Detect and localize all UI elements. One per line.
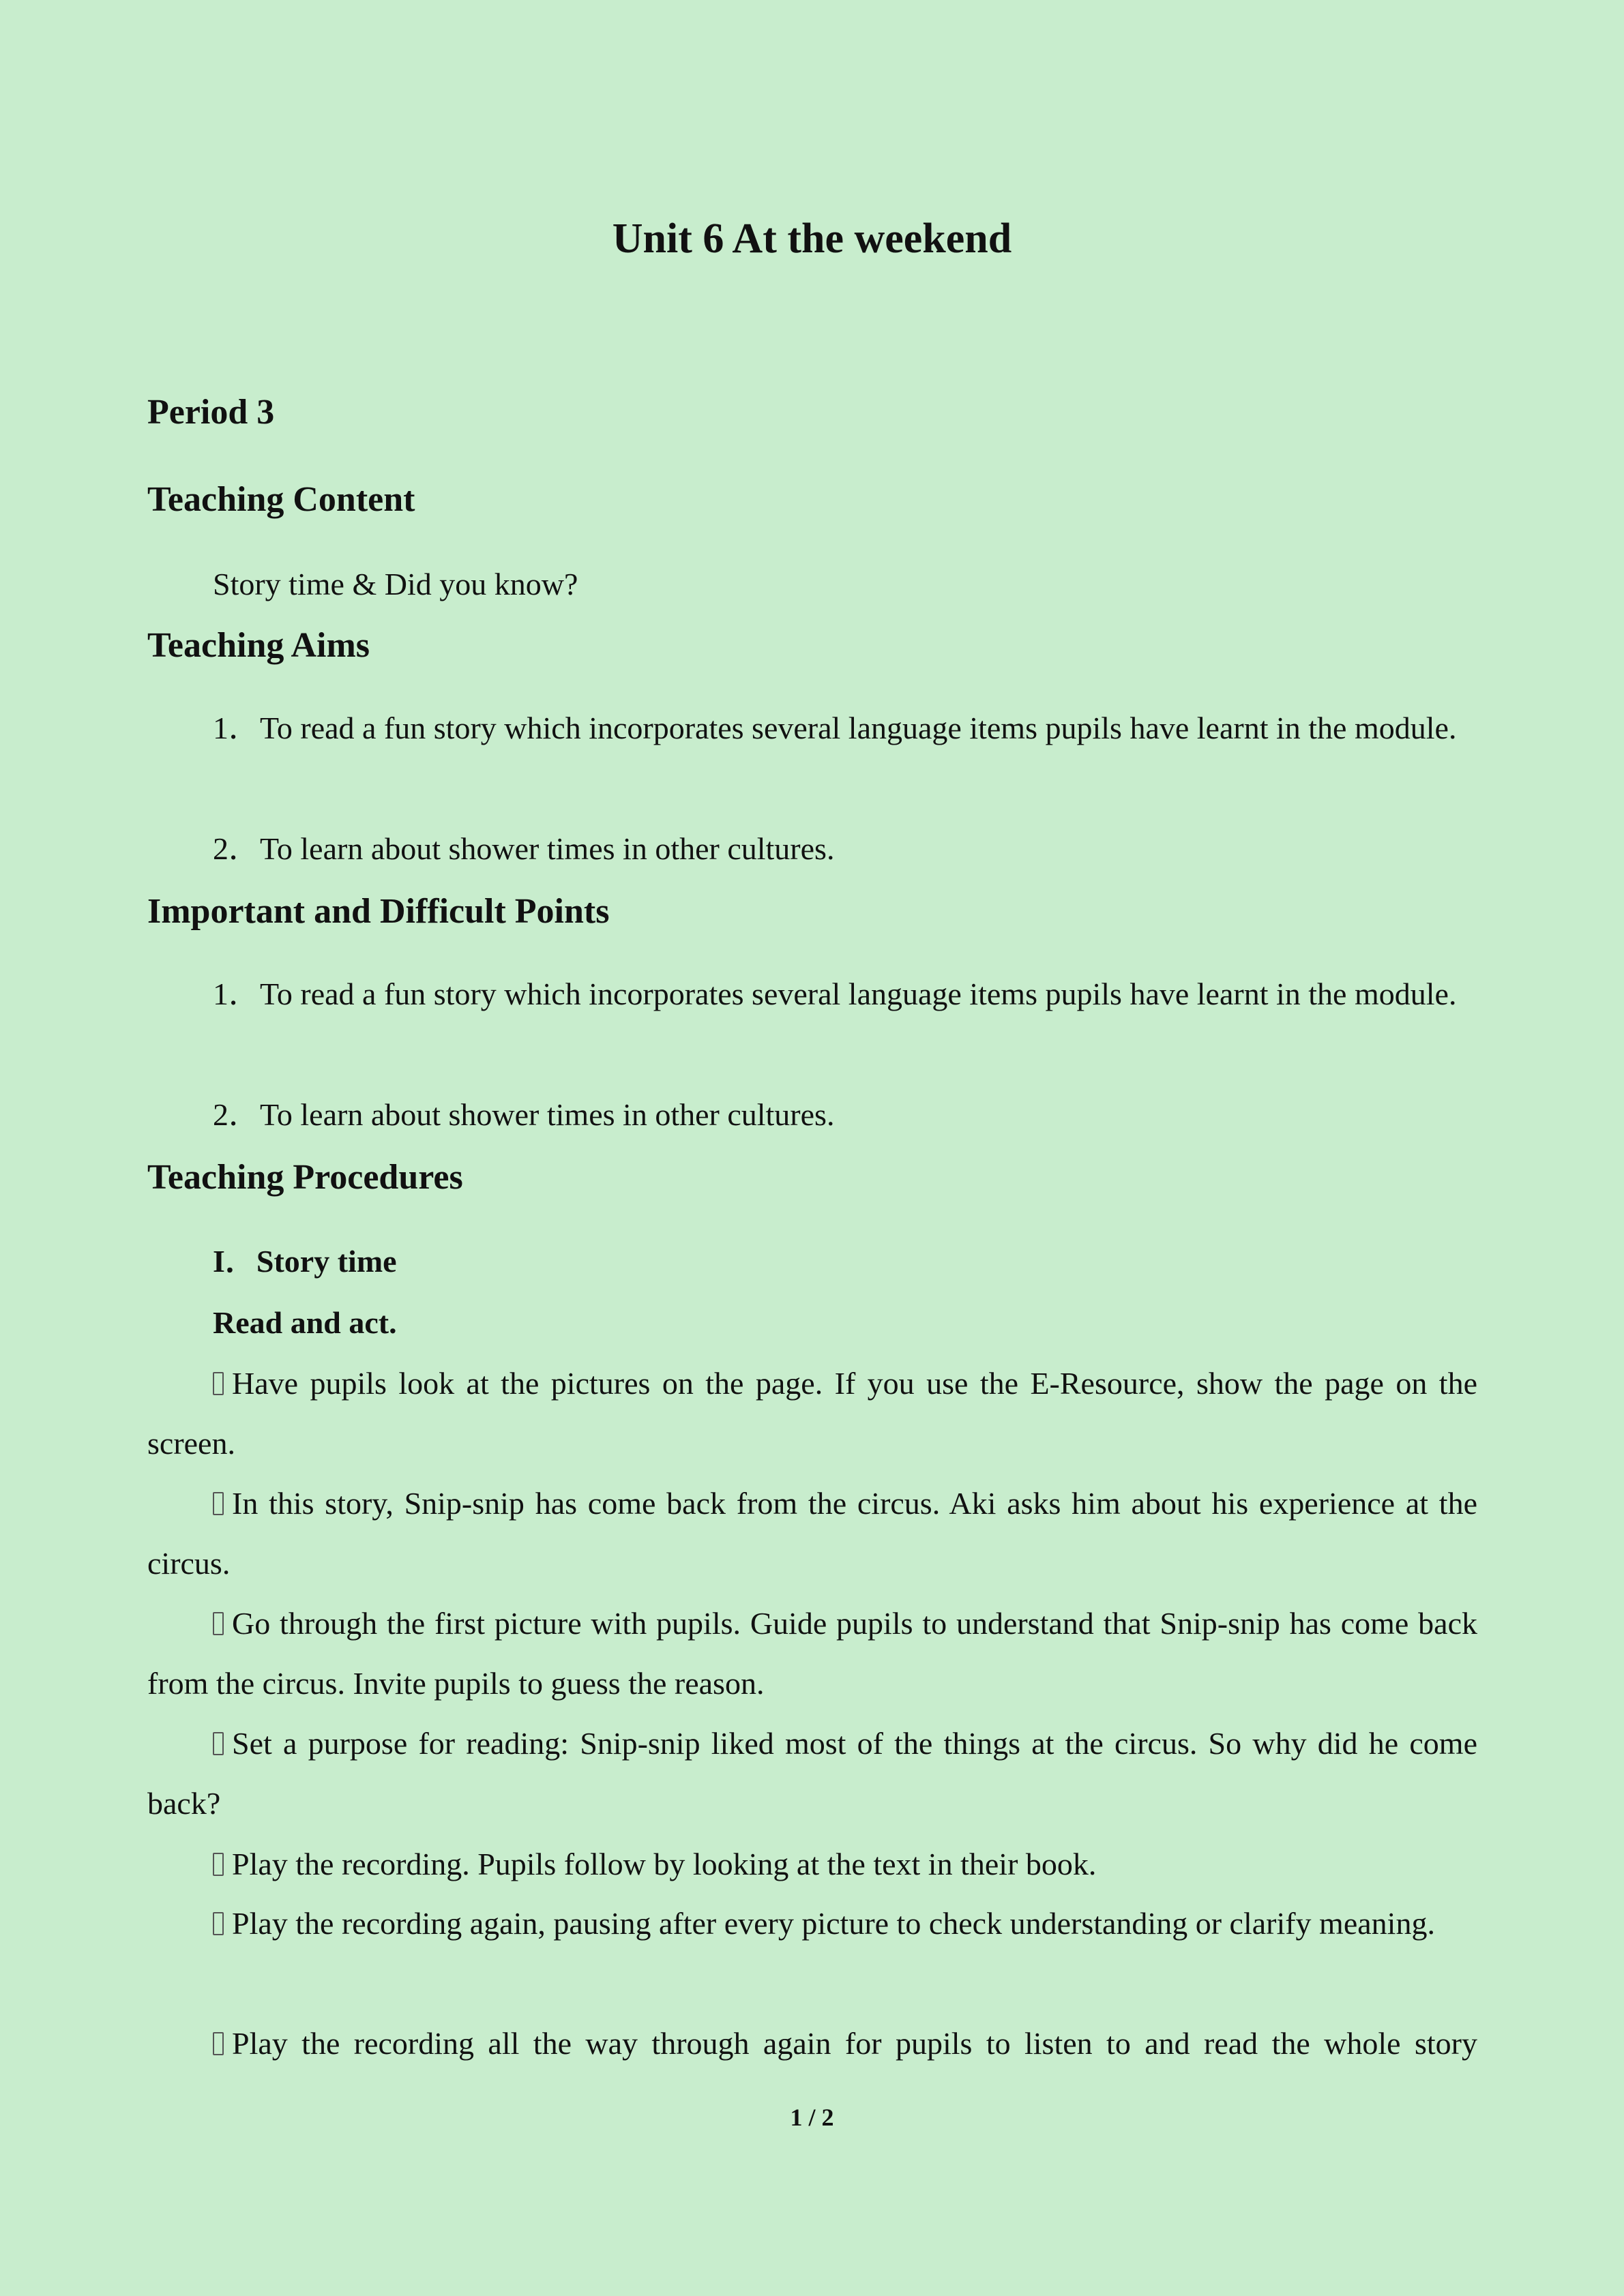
teaching-aim-text: 2．To learn about shower times in other cultures.: [213, 831, 835, 866]
teaching-aim-text: 1．To read a fun story which incorporates several language items pupils have learnt in the module.: [213, 711, 1457, 745]
teaching-content-text: [147, 561, 1477, 608]
procedure-bullet: [147, 2014, 1477, 2074]
procedure-bullet-text: Set a purpose for reading: Snip-snip liked most of the things at the circus. So why did he come back?: [147, 1726, 1477, 1821]
important-points-heading: Important and Difficult Points: [147, 892, 610, 931]
procedure-bullet: [147, 1714, 1477, 1834]
missing-glyph-icon: [213, 1372, 224, 1395]
procedure-bullet: [147, 1474, 1477, 1594]
important-point-text: 2．To learn about shower times in other cultures.: [213, 1097, 835, 1132]
teaching-procedures-heading: Teaching Procedures: [147, 1158, 463, 1197]
teaching-aim-item: [147, 825, 1477, 873]
teaching-aim-item: [147, 698, 1477, 758]
missing-glyph-icon: [213, 2032, 224, 2055]
missing-glyph-icon: [213, 1492, 224, 1515]
important-point-item: [147, 964, 1477, 1024]
procedure-subsection-title: Read and act.: [213, 1305, 397, 1340]
procedure-bullet-text: Have pupils look at the pictures on the page. If you use the E-Resource, show the page on the screen.: [147, 1366, 1477, 1461]
teaching-content-value: Story time & Did you know?: [213, 567, 578, 601]
missing-glyph-icon: [213, 1853, 224, 1876]
procedure-bullet-text: Play the recording again, pausing after every picture to check understanding or clarify meaning.: [232, 1906, 1435, 1941]
procedure-bullet-text: Play the recording. Pupils follow by looking at the text in their book.: [232, 1847, 1097, 1881]
procedure-section-title: I．Story time: [213, 1244, 397, 1279]
missing-glyph-icon: [213, 1732, 224, 1755]
procedure-bullet: [147, 1840, 1477, 1888]
page-indicator: 1 / 2: [790, 2104, 834, 2131]
teaching-aims-heading: Teaching Aims: [147, 626, 370, 665]
important-point-text: 1．To read a fun story which incorporates several language items pupils have learnt in the module.: [213, 976, 1457, 1011]
procedure-bullet-text: Go through the first picture with pupils. Guide pupils to understand that Snip-snip has come back from the circus. Invite pupils to guess the reason.: [147, 1606, 1477, 1701]
period-heading: Period 3: [147, 393, 275, 432]
missing-glyph-icon: [213, 1912, 224, 1935]
procedure-bullet-text: Play the recording all the way through again for pupils to listen to and read the whole story: [232, 2026, 1477, 2061]
missing-glyph-icon: [213, 1612, 224, 1635]
teaching-content-heading: Teaching Content: [147, 480, 415, 519]
procedure-bullet: [147, 1354, 1477, 1474]
important-point-item: [147, 1091, 1477, 1139]
procedure-bullet-text: In this story, Snip-snip has come back from the circus. Aki asks him about his experience at the circus.: [147, 1486, 1477, 1581]
procedure-bullet: [147, 1594, 1477, 1714]
document-title: Unit 6 At the weekend: [612, 215, 1012, 262]
procedure-bullet: [147, 1894, 1477, 1954]
